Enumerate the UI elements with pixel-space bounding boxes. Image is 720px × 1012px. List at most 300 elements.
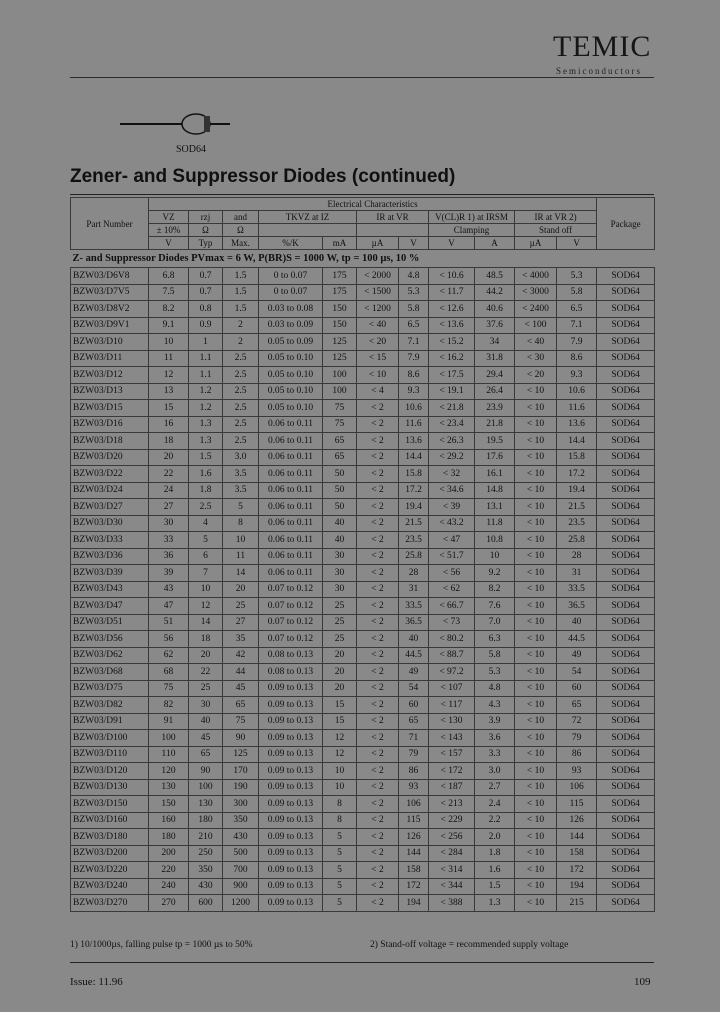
rzj-typ-cell: 1.5 [189,449,223,466]
irsm-cell: 1.6 [475,862,515,879]
rzj-max-cell: 1.5 [223,284,259,301]
iz-cell: 5 [323,845,357,862]
vr-standoff-cell: 106 [557,779,597,796]
tkvz-cell: 0.09 to 0.13 [259,763,323,780]
tkvz-cell: 0.03 to 0.08 [259,301,323,318]
ir-standoff-cell: < 10 [515,466,557,483]
ir-cell: < 2 [357,449,399,466]
footer-rule [70,962,654,963]
ohm-header-2: Ω [223,224,259,237]
vz-cell: 240 [149,878,189,895]
iz-cell: 25 [323,598,357,615]
part-number-cell: BZW03/D75 [71,680,149,697]
vr-cell: 7.9 [399,350,429,367]
vr-cell: 106 [399,796,429,813]
ir-standoff-cell: < 10 [515,862,557,879]
rzj-max-cell: 65 [223,697,259,714]
irsm-cell: 1.5 [475,878,515,895]
rzj-typ-cell: 4 [189,515,223,532]
ir-cell: < 1500 [357,284,399,301]
ir-cell: < 2 [357,416,399,433]
part-number-cell: BZW03/D20 [71,449,149,466]
table-row [71,350,655,367]
table-row [71,433,655,450]
rzj-typ-cell: 1.1 [189,367,223,384]
table-row [71,647,655,664]
ir-standoff-cell: < 10 [515,829,557,846]
iz-cell: 150 [323,317,357,334]
ir-standoff-cell: < 4000 [515,268,557,285]
part-number-cell: BZW03/D22 [71,466,149,483]
part-number-cell: BZW03/D39 [71,565,149,582]
rzj-max-cell: 35 [223,631,259,648]
vr-cell: 33.5 [399,598,429,615]
iz-cell: 5 [323,895,357,912]
iz-cell: 15 [323,697,357,714]
ir-standoff-cell: < 10 [515,680,557,697]
vz-cell: 120 [149,763,189,780]
electrical-header: Electrical Characteristics [149,198,597,211]
table-row [71,829,655,846]
tkvz-cell: 0.05 to 0.10 [259,383,323,400]
rzj-typ-cell: 130 [189,796,223,813]
irsm-cell: 2.7 [475,779,515,796]
part-number-cell: BZW03/D6V8 [71,268,149,285]
ir-standoff-cell: < 30 [515,350,557,367]
iz-cell: 8 [323,812,357,829]
and-header: and [223,211,259,224]
tkvz-cell: 0 to 0.07 [259,284,323,301]
vr-cell: 8.6 [399,367,429,384]
vz-cell: 39 [149,565,189,582]
vclr-cell: < 15.2 [429,334,475,351]
rzj-max-cell: 2.5 [223,367,259,384]
vz-cell: 7.5 [149,284,189,301]
tkvz-cell: 0.07 to 0.12 [259,614,323,631]
vr-standoff-cell: 172 [557,862,597,879]
vz-cell: 16 [149,416,189,433]
vclr-cell: < 10.6 [429,268,475,285]
vr-standoff-cell: 40 [557,614,597,631]
tolerance-header: ± 10% [149,224,189,237]
vclr-cell: < 32 [429,466,475,483]
rzj-typ-cell: 1.3 [189,433,223,450]
package-cell: SOD64 [597,796,655,813]
rzj-typ-cell: 10 [189,581,223,598]
ir-standoff-cell: < 10 [515,647,557,664]
irsm-cell: 5.8 [475,647,515,664]
vclr-cell: < 23.4 [429,416,475,433]
irsm-cell: 40.6 [475,301,515,318]
vz-cell: 200 [149,845,189,862]
ir-cell: < 2 [357,680,399,697]
irsm-cell: 34 [475,334,515,351]
rzj-typ-cell: 40 [189,713,223,730]
rzj-max-cell: 90 [223,730,259,747]
vr-cell: 4.8 [399,268,429,285]
vclr-cell: < 34.6 [429,482,475,499]
ir-standoff-cell: < 10 [515,895,557,912]
ir-cell: < 10 [357,367,399,384]
rzj-max-cell: 350 [223,812,259,829]
package-cell: SOD64 [597,565,655,582]
irsm-cell: 13.1 [475,499,515,516]
rzj-max-cell: 11 [223,548,259,565]
ir-standoff-cell: < 10 [515,449,557,466]
vclr-cell: < 66.7 [429,598,475,615]
vz-cell: 13 [149,383,189,400]
ir-standoff-cell: < 10 [515,664,557,681]
tkvz-cell: 0.09 to 0.13 [259,796,323,813]
iz-cell: 20 [323,680,357,697]
irsm-cell: 2.2 [475,812,515,829]
rzj-max-cell: 700 [223,862,259,879]
package-cell: SOD64 [597,697,655,714]
rzj-max-cell: 170 [223,763,259,780]
irsm-cell: 17.6 [475,449,515,466]
vr-standoff-cell: 23.5 [557,515,597,532]
table-row [71,598,655,615]
ir-standoff-cell: < 10 [515,532,557,549]
ir-cell: < 2 [357,664,399,681]
vr-cell: 17.2 [399,482,429,499]
tkvz-cell: 0.07 to 0.12 [259,598,323,615]
vclr-cell: < 88.7 [429,647,475,664]
vr-cell: 13.6 [399,433,429,450]
rzj-max-cell: 190 [223,779,259,796]
rzj-max-cell: 900 [223,878,259,895]
rzj-typ-cell: 5 [189,532,223,549]
part-number-cell: BZW03/D200 [71,845,149,862]
rzj-max-cell: 14 [223,565,259,582]
vr-cell: 11.6 [399,416,429,433]
rzj-typ-cell: 65 [189,746,223,763]
table-row [71,284,655,301]
iz-cell: 30 [323,581,357,598]
table-row [71,680,655,697]
unit-v: V [149,237,189,250]
ohm-header-1: Ω [189,224,223,237]
unit-ma: mA [323,237,357,250]
vr-standoff-cell: 7.1 [557,317,597,334]
part-number-cell: BZW03/D18 [71,433,149,450]
iz-cell: 175 [323,268,357,285]
unit-v4: V [557,237,597,250]
table-row [71,664,655,681]
ir-cell: < 2 [357,796,399,813]
vclr-header: V(CL)R 1) at IRSM [429,211,515,224]
ir-standoff-cell: < 10 [515,383,557,400]
vr-standoff-cell: 28 [557,548,597,565]
tkvz-cell: 0.09 to 0.13 [259,862,323,879]
tkvz-cell: 0.09 to 0.13 [259,713,323,730]
ir-vr-header: IR at VR [357,211,429,224]
table-row [71,796,655,813]
irsm-cell: 4.8 [475,680,515,697]
rzj-typ-cell: 0.8 [189,301,223,318]
rzj-typ-cell: 1.2 [189,400,223,417]
tkvz-cell: 0.06 to 0.11 [259,433,323,450]
iz-cell: 150 [323,301,357,318]
rzj-typ-cell: 1.3 [189,416,223,433]
vclr-cell: < 344 [429,878,475,895]
diode-table [70,197,655,912]
ir-cell: < 1200 [357,301,399,318]
table-row [71,697,655,714]
unit-v3: V [429,237,475,250]
package-cell: SOD64 [597,499,655,516]
ir-cell: < 2 [357,482,399,499]
vr-cell: 65 [399,713,429,730]
iz-cell: 75 [323,400,357,417]
vclr-cell: < 130 [429,713,475,730]
iz-cell: 50 [323,466,357,483]
vr-standoff-cell: 7.9 [557,334,597,351]
rzj-typ-cell: 1.6 [189,466,223,483]
vclr-cell: < 51.7 [429,548,475,565]
rzj-typ-cell: 210 [189,829,223,846]
package-cell: SOD64 [597,598,655,615]
rzj-max-cell: 300 [223,796,259,813]
vr-standoff-cell: 54 [557,664,597,681]
ir-cell: < 2 [357,614,399,631]
ir-cell: < 2 [357,548,399,565]
iz-cell: 25 [323,631,357,648]
table-row [71,763,655,780]
part-number-cell: BZW03/D16 [71,416,149,433]
vr-standoff-cell: 86 [557,746,597,763]
rzj-max-cell: 8 [223,515,259,532]
tkvz-cell: 0.09 to 0.13 [259,680,323,697]
tkvz-cell: 0.03 to 0.09 [259,317,323,334]
vclr-cell: < 256 [429,829,475,846]
table-row [71,268,655,285]
vr-cell: 60 [399,697,429,714]
rzj-max-cell: 1200 [223,895,259,912]
rzj-typ-cell: 14 [189,614,223,631]
rzj-max-cell: 2 [223,334,259,351]
table-row [71,581,655,598]
rzj-typ-cell: 180 [189,812,223,829]
rzj-max-cell: 3.5 [223,482,259,499]
ir-cell: < 15 [357,350,399,367]
vclr-cell: < 56 [429,565,475,582]
table-row [71,301,655,318]
rzj-max-cell: 5 [223,499,259,516]
vr-standoff-cell: 79 [557,730,597,747]
iz-cell: 15 [323,713,357,730]
package-cell: SOD64 [597,631,655,648]
vr-cell: 44.5 [399,647,429,664]
part-number-cell: BZW03/D9V1 [71,317,149,334]
ir-cell: < 2 [357,779,399,796]
iz-cell: 25 [323,614,357,631]
ir-cell: < 2 [357,763,399,780]
vclr-cell: < 47 [429,532,475,549]
vr-standoff-cell: 60 [557,680,597,697]
vz-cell: 24 [149,482,189,499]
part-number-cell: BZW03/D120 [71,763,149,780]
sod64-package-icon [120,110,230,140]
vclr-cell: < 229 [429,812,475,829]
part-number-cell: BZW03/D15 [71,400,149,417]
ir-cell: < 2 [357,713,399,730]
vr-cell: 21.5 [399,515,429,532]
table-row [71,532,655,549]
tkvz-cell: 0.07 to 0.12 [259,581,323,598]
vclr-cell: < 213 [429,796,475,813]
vr-cell: 86 [399,763,429,780]
vclr-cell: < 12.6 [429,301,475,318]
vz-cell: 36 [149,548,189,565]
package-cell: SOD64 [597,647,655,664]
rzj-typ-cell: 30 [189,697,223,714]
ir-standoff-cell: < 10 [515,499,557,516]
part-number-cell: BZW03/D110 [71,746,149,763]
vr-cell: 194 [399,895,429,912]
ir-cell: < 2 [357,565,399,582]
ir-cell: < 2 [357,878,399,895]
page-title: Zener- and Suppressor Diodes (continued) [70,166,456,187]
irsm-cell: 3.9 [475,713,515,730]
unit-a: A [475,237,515,250]
rzj-typ-cell: 1 [189,334,223,351]
package-cell: SOD64 [597,746,655,763]
ir-cell: < 2 [357,862,399,879]
iz-cell: 12 [323,746,357,763]
vr-standoff-cell: 25.8 [557,532,597,549]
footnote-1: 1) 10/1000µs, falling pulse tp = 1000 µs to 50% [70,940,253,950]
iz-cell: 50 [323,499,357,516]
vr-standoff-cell: 44.5 [557,631,597,648]
table-row [71,845,655,862]
package-cell: SOD64 [597,680,655,697]
vr-standoff-cell: 194 [557,878,597,895]
vclr-cell: < 19.1 [429,383,475,400]
rzj-max-cell: 2 [223,317,259,334]
package-cell: SOD64 [597,845,655,862]
package-cell: SOD64 [597,664,655,681]
ir-cell: < 2 [357,400,399,417]
part-number-cell: BZW03/D8V2 [71,301,149,318]
vr-standoff-cell: 15.8 [557,449,597,466]
vz-cell: 47 [149,598,189,615]
iz-cell: 20 [323,647,357,664]
package-cell: SOD64 [597,284,655,301]
tkvz-cell: 0.08 to 0.13 [259,647,323,664]
title-rule [70,194,654,195]
irsm-cell: 4.3 [475,697,515,714]
part-number-cell: BZW03/D220 [71,862,149,879]
vr-standoff-cell: 31 [557,565,597,582]
vclr-cell: < 388 [429,895,475,912]
vr-cell: 79 [399,746,429,763]
part-number-header: Part Number [71,198,149,250]
part-number-cell: BZW03/D12 [71,367,149,384]
vr-standoff-cell: 9.3 [557,367,597,384]
vz-cell: 12 [149,367,189,384]
package-cell: SOD64 [597,433,655,450]
vz-cell: 82 [149,697,189,714]
vclr-cell: < 107 [429,680,475,697]
irsm-cell: 3.3 [475,746,515,763]
part-number-cell: BZW03/D47 [71,598,149,615]
iz-cell: 40 [323,532,357,549]
iz-cell: 100 [323,383,357,400]
vz-cell: 10 [149,334,189,351]
iz-cell: 8 [323,796,357,813]
iz-cell: 65 [323,449,357,466]
package-cell: SOD64 [597,532,655,549]
unit-typ: Typ [189,237,223,250]
ir-standoff-cell: < 3000 [515,284,557,301]
irsm-cell: 7.0 [475,614,515,631]
ir-standoff-cell: < 10 [515,845,557,862]
irsm-cell: 7.6 [475,598,515,615]
package-cell: SOD64 [597,763,655,780]
vclr-cell: < 62 [429,581,475,598]
part-number-cell: BZW03/D36 [71,548,149,565]
rzj-typ-cell: 350 [189,862,223,879]
vz-cell: 15 [149,400,189,417]
vclr-cell: < 73 [429,614,475,631]
issue-date: Issue: 11.96 [70,976,123,988]
vz-cell: 22 [149,466,189,483]
tkvz-cell: 0.06 to 0.11 [259,416,323,433]
table-row [71,482,655,499]
vr-cell: 71 [399,730,429,747]
irsm-cell: 3.0 [475,763,515,780]
vclr-cell: < 97.2 [429,664,475,681]
rzj-max-cell: 2.5 [223,350,259,367]
rzj-typ-cell: 1.1 [189,350,223,367]
tkvz-cell: 0.07 to 0.12 [259,631,323,648]
table-row [71,730,655,747]
vclr-cell: < 314 [429,862,475,879]
rzj-typ-cell: 45 [189,730,223,747]
rzj-max-cell: 1.5 [223,268,259,285]
tkvz-cell: 0.05 to 0.09 [259,334,323,351]
tkvz-cell: 0.06 to 0.11 [259,499,323,516]
package-cell: SOD64 [597,268,655,285]
vclr-cell: < 80.2 [429,631,475,648]
rzj-max-cell: 125 [223,746,259,763]
tkvz-cell: 0.06 to 0.11 [259,515,323,532]
ir-standoff-cell: < 10 [515,697,557,714]
table-row [71,895,655,912]
ir-standoff-cell: < 10 [515,878,557,895]
vr-standoff-cell: 65 [557,697,597,714]
vr-standoff-cell: 5.3 [557,268,597,285]
part-number-cell: BZW03/D56 [71,631,149,648]
package-cell: SOD64 [597,367,655,384]
part-number-cell: BZW03/D240 [71,878,149,895]
irsm-cell: 23.9 [475,400,515,417]
vr-standoff-cell: 5.8 [557,284,597,301]
package-cell: SOD64 [597,400,655,417]
rzj-max-cell: 2.5 [223,433,259,450]
vr-cell: 115 [399,812,429,829]
table-row [71,713,655,730]
ir-cell: < 2 [357,895,399,912]
ir-standoff-cell: < 10 [515,746,557,763]
vclr-cell: < 43.2 [429,515,475,532]
ir-cell: < 2 [357,581,399,598]
vclr-cell: < 29.2 [429,449,475,466]
part-number-cell: BZW03/D7V5 [71,284,149,301]
ir-cell: < 2 [357,532,399,549]
rzj-typ-cell: 1.2 [189,383,223,400]
